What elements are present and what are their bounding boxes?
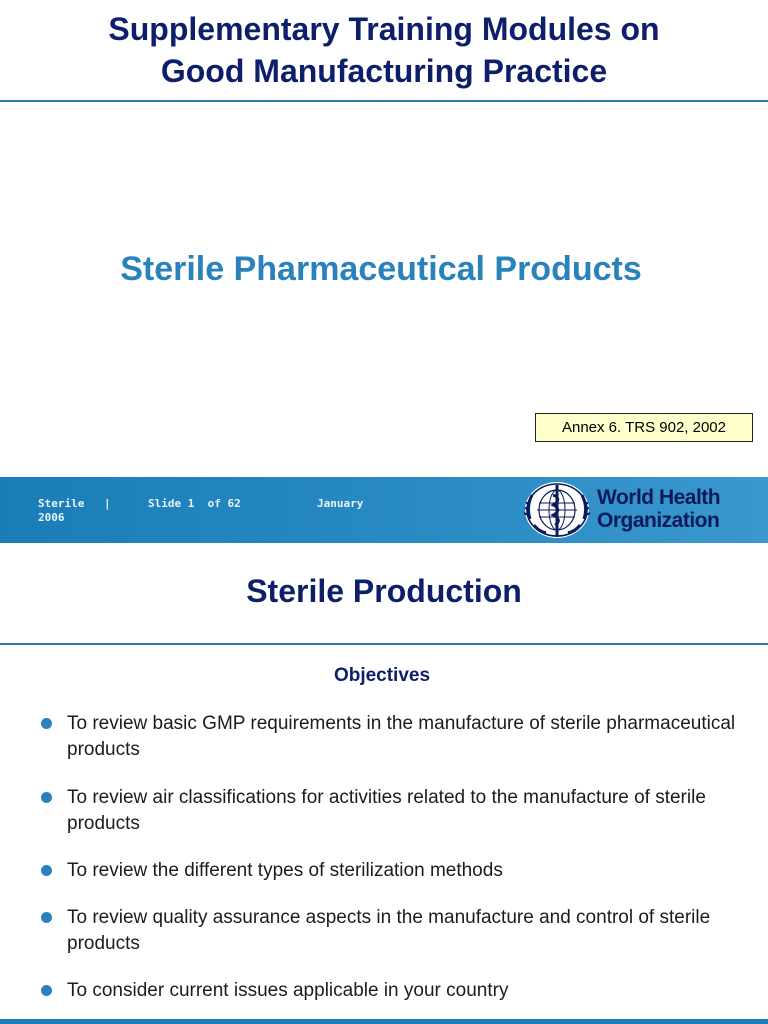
footer-month: January [317, 497, 364, 510]
list-item [40, 711, 740, 763]
bullet-icon [41, 985, 52, 996]
who-name [597, 486, 720, 532]
bullet-icon [41, 718, 52, 729]
who-name-line-1: World Health [597, 486, 721, 509]
header-line-2: Good Manufacturing Practice [160, 53, 608, 89]
slide-title: Sterile Production [246, 573, 522, 609]
module-header [0, 8, 768, 92]
header-line-1: Supplementary Training Modules on [108, 11, 660, 47]
footer-year: 2006 [38, 511, 65, 524]
footer-module-name: Sterile [38, 497, 85, 510]
section-heading: Objectives [333, 665, 431, 686]
who-name-line-2: Organization [597, 509, 720, 532]
slide-title: Sterile Pharmaceutical Products [120, 250, 642, 288]
who-logo [520, 479, 752, 541]
list-item-text: To review basic GMP requirements in the manufacture of sterile pharmaceutical products [67, 713, 736, 760]
list-item [40, 858, 740, 884]
list-item-text: To review air classifications for activities related to the manufacture of sterile products [67, 787, 706, 834]
list-item-text: To review the different types of sterilization methods [67, 860, 503, 881]
bullet-icon [41, 912, 52, 923]
slide-footer [0, 477, 768, 543]
bullet-icon [41, 792, 52, 803]
list-item [40, 785, 740, 837]
list-item-text: To consider current issues applicable in your country [67, 980, 509, 1001]
list-item-text: To review quality assurance aspects in the manufacture and control of sterile products [67, 907, 711, 954]
header-divider [0, 643, 768, 645]
objectives-slide [0, 543, 768, 1024]
footer-bar-edge [0, 1019, 768, 1024]
footer-slide-number: Slide 1 of 62 [148, 497, 241, 510]
who-emblem-icon [520, 479, 592, 541]
header-divider [0, 100, 768, 102]
bullet-icon [41, 865, 52, 876]
list-item [40, 978, 740, 1004]
footer-separator: | [104, 497, 111, 510]
list-item [40, 905, 740, 957]
annex-reference-box: Annex 6. TRS 902, 2002 [535, 413, 753, 442]
objectives-list [40, 711, 740, 1004]
